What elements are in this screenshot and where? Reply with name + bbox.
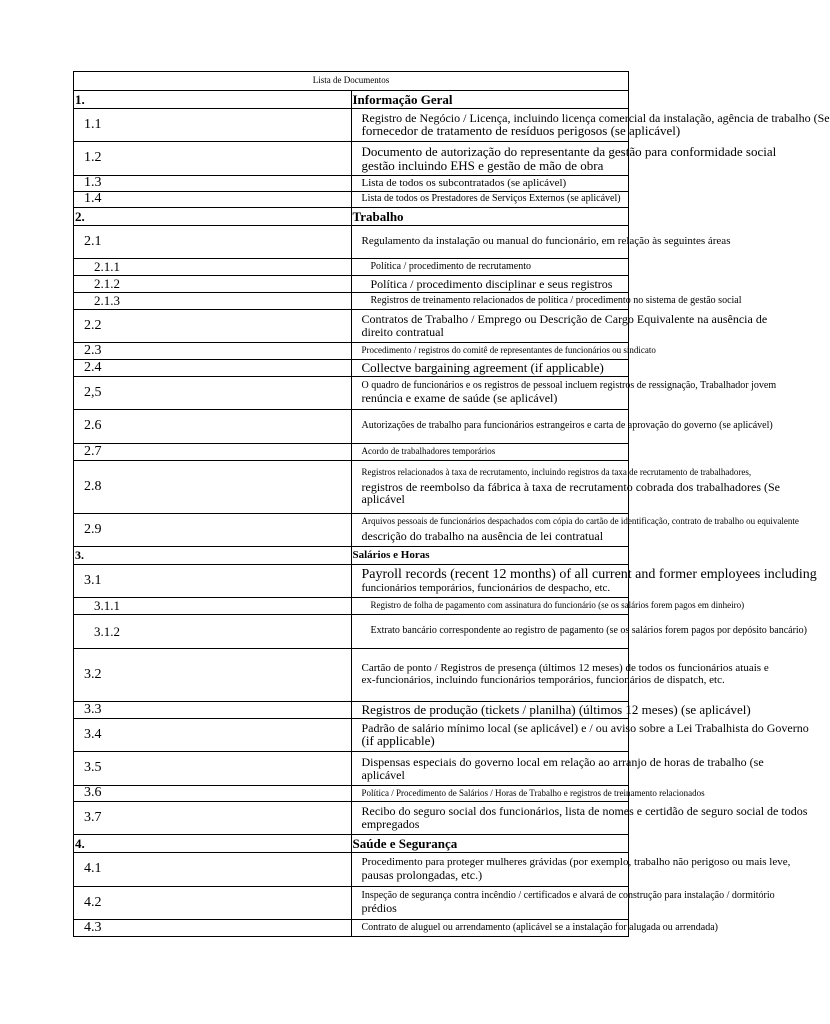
- description-line: empregados: [361, 817, 420, 831]
- description-line: Procedimento / registros do comitê de representantes de funcionários ou sindicato: [361, 345, 656, 356]
- section-row: [74, 835, 629, 853]
- item-description: [351, 276, 629, 293]
- item-number: 2.4: [74, 360, 352, 377]
- item-number: 2.7: [74, 444, 352, 461]
- table-row: [74, 853, 629, 887]
- description-line: Procedimento para proteger mulheres grávidas (por exemplo, trabalho não perigoso ou mais leve,: [361, 856, 791, 869]
- item-description: [351, 293, 742, 310]
- description-line: Contratos de Trabalho / Emprego ou Descrição de Cargo Equivalente na ausência de: [361, 312, 768, 327]
- table-row: [74, 887, 629, 920]
- table-row: [74, 752, 629, 786]
- section-row: [74, 91, 629, 109]
- description-line: Política / procedimento disciplinar e seus registros: [370, 276, 613, 291]
- table-row: [74, 615, 629, 649]
- item-description: [351, 702, 751, 719]
- description-line: Recibo do seguro social dos funcionários, lista de nomes e certidão de seguro social de todos: [361, 804, 808, 819]
- item-description: [351, 752, 764, 786]
- description-line: Registros relacionados à taxa de recrutamento, incluindo registros da taxa de recrutamento de trabalhadores,: [361, 467, 752, 478]
- description-line: prédios: [361, 900, 397, 915]
- table-row: [74, 598, 629, 615]
- item-number: 2.1.1: [74, 259, 352, 276]
- description-line: Dispensas especiais do governo local em relação ao arranjo de horas de trabalho (se: [361, 754, 764, 769]
- table-row: [74, 702, 629, 719]
- item-description: [351, 444, 629, 461]
- item-number: 2.3: [74, 343, 352, 360]
- section-title: Saúde e Segurança: [351, 835, 629, 853]
- table-row: [74, 176, 629, 192]
- item-number: 4.3: [74, 920, 352, 937]
- item-number: 2.1.3: [74, 293, 352, 310]
- item-number: 2.1: [74, 226, 352, 259]
- description-line: Extrato bancário correspondente ao registro de pagamento (se os salários forem pagos por depósito bancário): [370, 625, 808, 637]
- table-row: [74, 259, 629, 276]
- section-row: [74, 208, 629, 226]
- description-line: aplicável: [361, 767, 405, 782]
- item-number: 3.1.1: [74, 598, 352, 615]
- item-description: [351, 786, 705, 802]
- table-row: [74, 565, 629, 598]
- table-row: [74, 192, 629, 208]
- item-description: [351, 142, 777, 176]
- table-row: [74, 226, 629, 259]
- item-number: 2.9: [74, 514, 352, 547]
- item-number: 3.6: [74, 786, 352, 802]
- description-line: Acordo de trabalhadores temporários: [361, 446, 496, 457]
- item-number: 2.2: [74, 310, 352, 343]
- description-line: Autorizações de trabalho para funcionários estrangeiros e carta de aprovação do governo (se aplicável): [361, 420, 773, 432]
- description-line: Inspeção de segurança contra incêndio / certificados e alvará de construção para instalação / dormitório: [361, 890, 775, 902]
- description-line: Documento de autorização do representante da gestão para conformidade social: [361, 143, 777, 159]
- item-description: [351, 343, 656, 360]
- item-number: 3.5: [74, 752, 352, 786]
- table-row: [74, 310, 629, 343]
- document-list-table: [73, 71, 830, 937]
- description-line: Arquivos pessoais de funcionários despachados com cópia do cartão de identificação, contrato de trabalho ou equivalente: [361, 516, 799, 527]
- table-row: [74, 109, 629, 142]
- table-title-row: [74, 72, 629, 91]
- table-row: [74, 444, 629, 461]
- item-description: [351, 565, 817, 598]
- section-title: Informação Geral: [351, 91, 629, 109]
- item-number: 3.2: [74, 649, 352, 702]
- item-number: 1.1: [74, 109, 352, 142]
- description-line: descrição do trabalho na ausência de lei contratual: [361, 528, 604, 543]
- table-row: [74, 461, 629, 514]
- item-description: [351, 226, 731, 259]
- item-description: [351, 649, 769, 702]
- description-line: O quadro de funcionários e os registros de pessoal incluem registros de ressignação, Trabalhador jovem: [361, 380, 777, 392]
- table-row: [74, 377, 629, 410]
- description-line: gestão incluindo EHS e gestão de mão de obra: [361, 157, 604, 173]
- description-line: Registros de produção (tickets / planilha) (últimos 12 meses) (se aplicável): [361, 702, 751, 718]
- table-row: [74, 410, 629, 444]
- item-description: [351, 719, 809, 752]
- item-number: 3.3: [74, 702, 352, 719]
- document-title: Lista de Documentos: [74, 72, 629, 91]
- table-row: [74, 802, 629, 835]
- item-description: [351, 176, 629, 192]
- description-line: Registros de treinamento relacionados de política / procedimento no sistema de gestão social: [370, 294, 742, 306]
- description-line: Padrão de salário mínimo local (se aplicável) e / ou aviso sobre a Lei Trabalhista do Governo: [361, 720, 809, 735]
- item-number: 2,5: [74, 377, 352, 410]
- table-row: [74, 920, 629, 937]
- table-row: [74, 360, 629, 377]
- item-description: [351, 514, 799, 547]
- description-line: Lista de todos os Prestadores de Serviços Externos (se aplicável): [361, 193, 621, 205]
- description-line: Collectve bargaining agreement (if applicable): [361, 360, 604, 376]
- item-number: 1.4: [74, 192, 352, 208]
- item-description: [351, 410, 773, 444]
- description-line: Contrato de aluguel ou arrendamento (aplicável se a instalação for alugada ou arrendada): [361, 921, 719, 933]
- item-description: [351, 615, 808, 649]
- description-line: ex-funcionários, incluindo funcionários temporários, funcionários de dispatch, etc.: [361, 674, 725, 686]
- description-line: Regulamento da instalação ou manual do funcionário, em relação às seguintes áreas: [361, 235, 731, 248]
- item-number: 2.1.2: [74, 276, 352, 293]
- item-description: [351, 377, 777, 410]
- section-title: Salários e Horas: [351, 547, 629, 565]
- item-description: [351, 310, 768, 343]
- description-line: fornecedor de tratamento de resíduos perigosos (se aplicável): [361, 123, 681, 139]
- item-number: 2.8: [74, 461, 352, 514]
- item-description: [351, 109, 830, 142]
- section-number: 3.: [74, 547, 352, 565]
- description-line: funcionários temporários, funcionários de despacho, etc.: [361, 581, 611, 594]
- description-line: Registro de folha de pagamento com assinatura do funcionário (se os salários forem pagos em dinheiro): [370, 600, 745, 611]
- item-description: [351, 887, 775, 920]
- item-description: [351, 920, 719, 937]
- table-row: [74, 719, 629, 752]
- item-description: [351, 360, 629, 377]
- table-row: [74, 142, 629, 176]
- section-number: 2.: [74, 208, 352, 226]
- section-number: 1.: [74, 91, 352, 109]
- item-number: 3.1: [74, 565, 352, 598]
- description-line: pausas prolongadas, etc.): [361, 867, 483, 882]
- description-line: (if applicable): [361, 733, 435, 749]
- description-line: registros de reembolso da fábrica à taxa de recrutamento cobrada dos trabalhadores (Se: [361, 479, 780, 494]
- description-line: Payroll records (recent 12 months) of all current and former employees including: [361, 566, 817, 582]
- description-line: Política / Procedimento de Salários / Horas de Trabalho e registros de treinamento relacionados: [361, 787, 705, 798]
- document-page: [73, 71, 830, 937]
- description-line: Lista de todos os subcontratados (se aplicável): [361, 176, 567, 189]
- section-number: 4.: [74, 835, 352, 853]
- item-number: 1.2: [74, 142, 352, 176]
- item-number: 3.1.2: [74, 615, 352, 649]
- description-line: Política / procedimento de recrutamento: [370, 260, 531, 272]
- item-number: 4.2: [74, 887, 352, 920]
- item-description: [351, 192, 629, 208]
- section-title: Trabalho: [351, 208, 629, 226]
- table-row: [74, 293, 629, 310]
- description-line: Cartão de ponto / Registros de presença (últimos 12 meses) de todos os funcionários atuais e: [361, 662, 769, 675]
- item-description: [351, 802, 808, 835]
- item-number: 3.4: [74, 719, 352, 752]
- item-description: [351, 853, 791, 887]
- description-line: aplicável: [361, 492, 405, 507]
- item-description: [351, 259, 629, 276]
- table-row: [74, 786, 629, 802]
- item-number: 1.3: [74, 176, 352, 192]
- section-row: [74, 547, 629, 565]
- table-row: [74, 343, 629, 360]
- table-row: [74, 276, 629, 293]
- item-number: 2.6: [74, 410, 352, 444]
- item-description: [351, 461, 780, 514]
- item-number: 4.1: [74, 853, 352, 887]
- description-line: direito contratual: [361, 325, 444, 339]
- item-number: 3.7: [74, 802, 352, 835]
- table-row: [74, 649, 629, 702]
- table-row: [74, 514, 629, 547]
- description-line: Registro de Negócio / Licença, incluindo licença comercial da instalação, agência de trabalho (Se: [361, 110, 830, 125]
- item-description: [351, 598, 745, 615]
- description-line: renúncia e exame de saúde (se aplicável): [361, 390, 558, 405]
